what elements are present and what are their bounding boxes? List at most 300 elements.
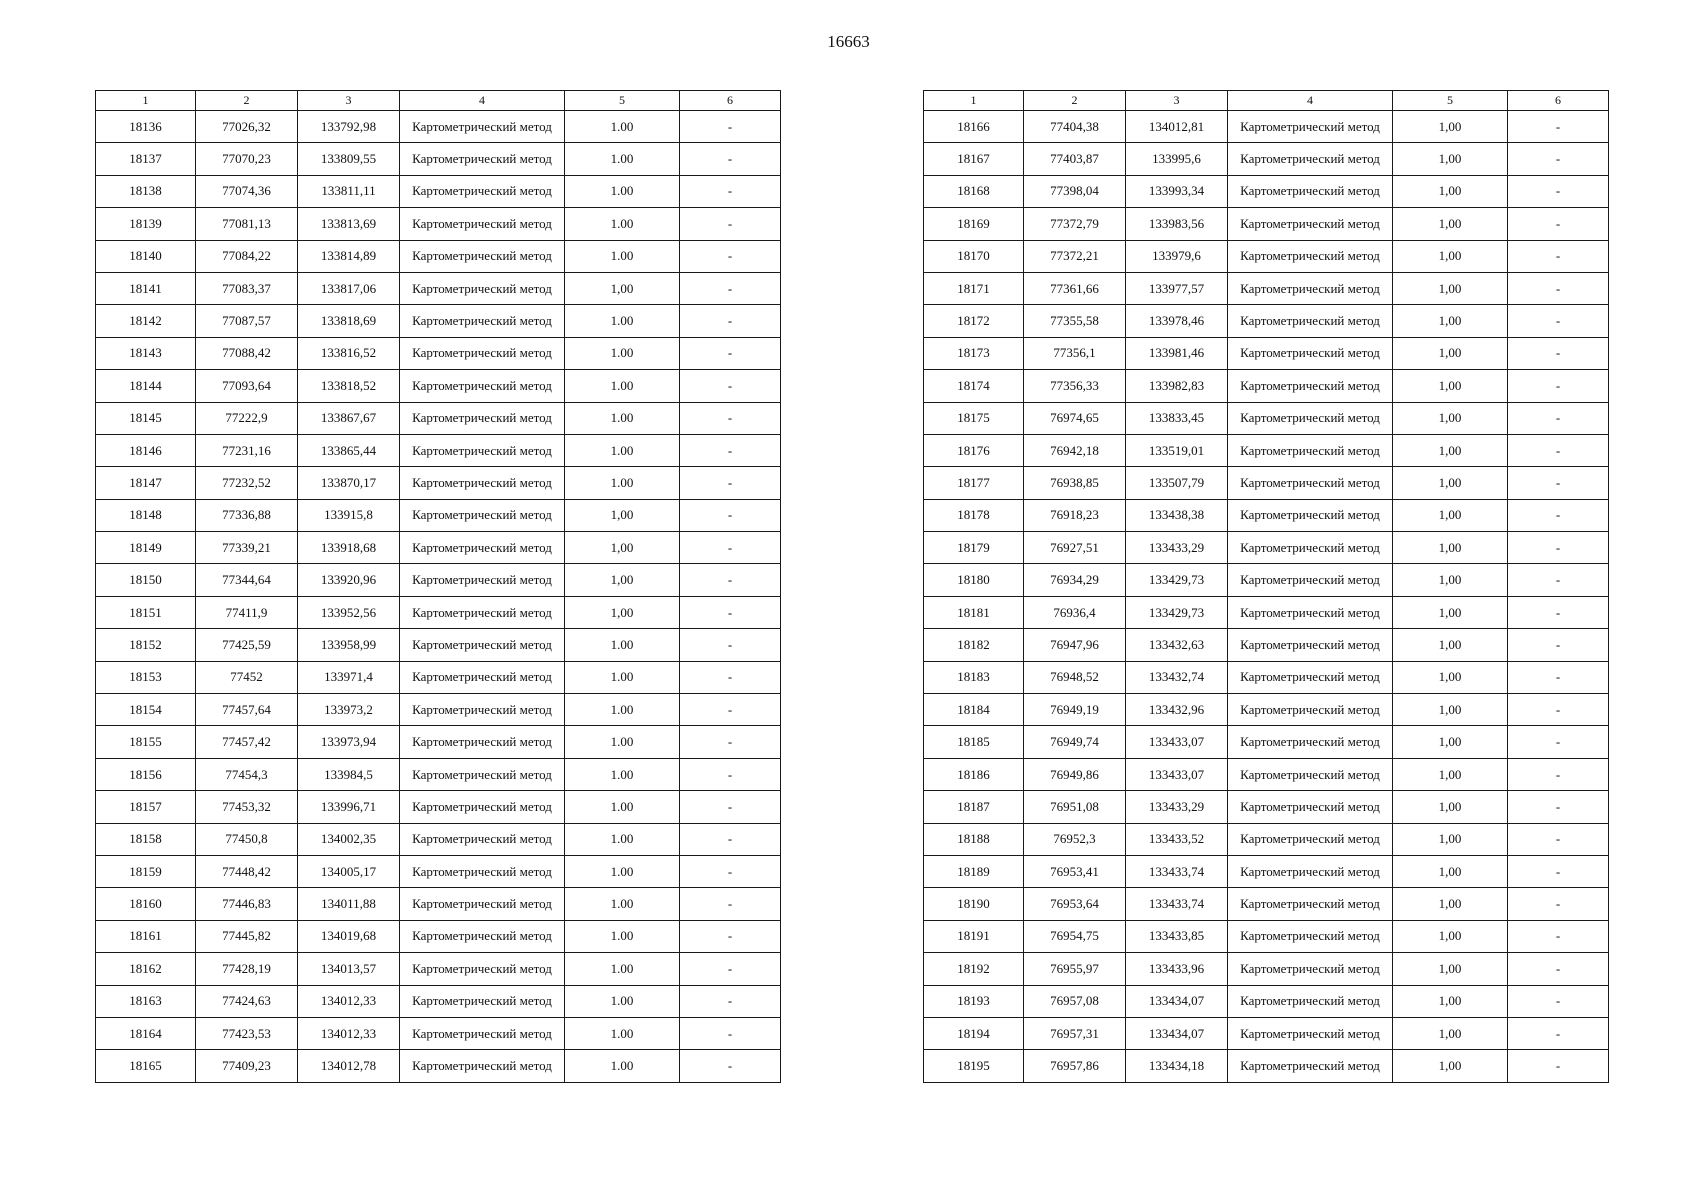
point-number-cell: 18151 (96, 596, 196, 628)
accuracy-cell: 1,00 (1393, 143, 1508, 175)
coordinate-y-cell: 133995,6 (1126, 143, 1228, 175)
note-cell: - (680, 855, 781, 887)
note-cell: - (1508, 240, 1609, 272)
coordinate-x-cell: 76949,74 (1024, 726, 1126, 758)
coordinate-x-cell: 77409,23 (196, 1050, 298, 1082)
coordinate-x-cell: 77355,58 (1024, 305, 1126, 337)
table-row (96, 240, 781, 272)
method-cell: Картометрический метод (400, 791, 565, 823)
accuracy-cell: 1,00 (1393, 1050, 1508, 1082)
coordinate-x-cell: 76942,18 (1024, 434, 1126, 466)
method-cell: Картометрический метод (400, 240, 565, 272)
point-number-cell: 18176 (924, 434, 1024, 466)
coordinate-x-cell: 76953,64 (1024, 888, 1126, 920)
point-number-cell: 18146 (96, 434, 196, 466)
point-number-cell: 18152 (96, 629, 196, 661)
method-cell: Картометрический метод (1228, 629, 1393, 661)
coordinate-y-cell: 133978,46 (1126, 305, 1228, 337)
accuracy-cell: 1,00 (1393, 953, 1508, 985)
accuracy-cell: 1.00 (565, 175, 680, 207)
coordinate-y-cell: 133433,52 (1126, 823, 1228, 855)
table-row (96, 370, 781, 402)
note-cell: - (680, 143, 781, 175)
coordinate-x-cell: 76951,08 (1024, 791, 1126, 823)
table-row (96, 1050, 781, 1082)
coordinate-y-cell: 133973,2 (298, 694, 400, 726)
table-row (924, 370, 1609, 402)
coordinate-x-cell: 77448,42 (196, 855, 298, 887)
method-cell: Картометрический метод (400, 985, 565, 1017)
table-row (924, 758, 1609, 790)
table-header-left (96, 91, 781, 111)
column-header-4: 4 (1228, 91, 1393, 111)
coordinate-x-cell: 76949,19 (1024, 694, 1126, 726)
note-cell: - (1508, 985, 1609, 1017)
method-cell: Картометрический метод (1228, 1017, 1393, 1049)
table-row (924, 920, 1609, 952)
note-cell: - (1508, 434, 1609, 466)
method-cell: Картометрический метод (1228, 596, 1393, 628)
point-number-cell: 18190 (924, 888, 1024, 920)
table-row (96, 564, 781, 596)
coordinate-y-cell: 133507,79 (1126, 467, 1228, 499)
note-cell: - (1508, 823, 1609, 855)
column-header-4: 4 (400, 91, 565, 111)
method-cell: Картометрический метод (400, 370, 565, 402)
method-cell: Картометрический метод (1228, 305, 1393, 337)
table-row (924, 402, 1609, 434)
note-cell: - (680, 208, 781, 240)
coordinate-y-cell: 133983,56 (1126, 208, 1228, 240)
note-cell: - (1508, 791, 1609, 823)
table-row (924, 240, 1609, 272)
point-number-cell: 18150 (96, 564, 196, 596)
coordinate-x-cell: 77232,52 (196, 467, 298, 499)
method-cell: Картометрический метод (400, 694, 565, 726)
method-cell: Картометрический метод (400, 596, 565, 628)
accuracy-cell: 1,00 (1393, 532, 1508, 564)
method-cell: Картометрический метод (1228, 272, 1393, 304)
note-cell: - (1508, 499, 1609, 531)
point-number-cell: 18168 (924, 175, 1024, 207)
table-row (924, 337, 1609, 369)
accuracy-cell: 1.00 (565, 208, 680, 240)
accuracy-cell: 1.00 (565, 888, 680, 920)
coordinate-y-cell: 133813,69 (298, 208, 400, 240)
method-cell: Картометрический метод (1228, 985, 1393, 1017)
note-cell: - (680, 888, 781, 920)
coordinate-y-cell: 133429,73 (1126, 596, 1228, 628)
column-header-2: 2 (196, 91, 298, 111)
coordinate-x-cell: 77445,82 (196, 920, 298, 952)
note-cell: - (1508, 402, 1609, 434)
accuracy-cell: 1,00 (1393, 985, 1508, 1017)
point-number-cell: 18163 (96, 985, 196, 1017)
coordinate-y-cell: 134019,68 (298, 920, 400, 952)
method-cell: Картометрический метод (1228, 920, 1393, 952)
table-row (96, 499, 781, 531)
note-cell: - (1508, 596, 1609, 628)
accuracy-cell: 1,00 (1393, 499, 1508, 531)
column-header-5: 5 (565, 91, 680, 111)
table-row (924, 499, 1609, 531)
note-cell: - (680, 694, 781, 726)
coordinate-y-cell: 133814,89 (298, 240, 400, 272)
note-cell: - (680, 629, 781, 661)
column-header-1: 1 (924, 91, 1024, 111)
table-row (96, 337, 781, 369)
accuracy-cell: 1,00 (1393, 629, 1508, 661)
coordinates-table-right (923, 90, 1609, 1083)
method-cell: Картометрический метод (400, 499, 565, 531)
table-row (96, 758, 781, 790)
method-cell: Картометрический метод (1228, 143, 1393, 175)
table-row (924, 305, 1609, 337)
accuracy-cell: 1,00 (565, 596, 680, 628)
coordinate-y-cell: 134012,33 (298, 985, 400, 1017)
point-number-cell: 18143 (96, 337, 196, 369)
point-number-cell: 18188 (924, 823, 1024, 855)
point-number-cell: 18157 (96, 791, 196, 823)
point-number-cell: 18142 (96, 305, 196, 337)
point-number-cell: 18178 (924, 499, 1024, 531)
accuracy-cell: 1,00 (1393, 1017, 1508, 1049)
note-cell: - (1508, 855, 1609, 887)
method-cell: Картометрический метод (1228, 111, 1393, 143)
method-cell: Картометрический метод (1228, 337, 1393, 369)
coordinate-y-cell: 133434,18 (1126, 1050, 1228, 1082)
coordinate-y-cell: 133918,68 (298, 532, 400, 564)
accuracy-cell: 1.00 (565, 467, 680, 499)
coordinate-y-cell: 134012,81 (1126, 111, 1228, 143)
coordinate-y-cell: 133818,52 (298, 370, 400, 402)
coordinate-y-cell: 134012,78 (298, 1050, 400, 1082)
coordinate-x-cell: 77453,32 (196, 791, 298, 823)
point-number-cell: 18147 (96, 467, 196, 499)
method-cell: Картометрический метод (400, 337, 565, 369)
coordinate-x-cell: 77457,42 (196, 726, 298, 758)
coordinate-x-cell: 77457,64 (196, 694, 298, 726)
column-header-3: 3 (298, 91, 400, 111)
note-cell: - (1508, 467, 1609, 499)
method-cell: Картометрический метод (1228, 888, 1393, 920)
coordinate-y-cell: 133432,96 (1126, 694, 1228, 726)
accuracy-cell: 1,00 (1393, 240, 1508, 272)
point-number-cell: 18170 (924, 240, 1024, 272)
coordinate-y-cell: 133833,45 (1126, 402, 1228, 434)
coordinate-x-cell: 77356,33 (1024, 370, 1126, 402)
note-cell: - (1508, 629, 1609, 661)
note-cell: - (680, 985, 781, 1017)
note-cell: - (680, 499, 781, 531)
coordinate-y-cell: 133973,94 (298, 726, 400, 758)
coordinate-x-cell: 77336,88 (196, 499, 298, 531)
coordinate-x-cell: 77423,53 (196, 1017, 298, 1049)
method-cell: Картометрический метод (400, 402, 565, 434)
coordinate-x-cell: 77231,16 (196, 434, 298, 466)
table-row (924, 111, 1609, 143)
table-row (96, 111, 781, 143)
accuracy-cell: 1.00 (565, 240, 680, 272)
point-number-cell: 18193 (924, 985, 1024, 1017)
coordinate-x-cell: 76938,85 (1024, 467, 1126, 499)
accuracy-cell: 1.00 (565, 758, 680, 790)
method-cell: Картометрический метод (1228, 370, 1393, 402)
accuracy-cell: 1,00 (1393, 823, 1508, 855)
coordinate-x-cell: 76927,51 (1024, 532, 1126, 564)
method-cell: Картометрический метод (1228, 532, 1393, 564)
coordinate-x-cell: 77411,9 (196, 596, 298, 628)
accuracy-cell: 1,00 (1393, 920, 1508, 952)
table-row (96, 532, 781, 564)
point-number-cell: 18165 (96, 1050, 196, 1082)
coordinate-x-cell: 77404,38 (1024, 111, 1126, 143)
method-cell: Картометрический метод (1228, 499, 1393, 531)
coordinate-y-cell: 134005,17 (298, 855, 400, 887)
note-cell: - (680, 370, 781, 402)
point-number-cell: 18149 (96, 532, 196, 564)
table-row (924, 143, 1609, 175)
coordinate-y-cell: 134011,88 (298, 888, 400, 920)
coordinate-x-cell: 77452 (196, 661, 298, 693)
accuracy-cell: 1,00 (1393, 434, 1508, 466)
accuracy-cell: 1,00 (1393, 888, 1508, 920)
table-row (924, 1050, 1609, 1082)
method-cell: Картометрический метод (1228, 402, 1393, 434)
table-body-left (96, 111, 781, 1083)
table-row (924, 434, 1609, 466)
coordinate-x-cell: 77026,32 (196, 111, 298, 143)
table-row (96, 467, 781, 499)
coordinate-y-cell: 133433,07 (1126, 726, 1228, 758)
point-number-cell: 18141 (96, 272, 196, 304)
coordinate-x-cell: 76957,86 (1024, 1050, 1126, 1082)
coordinate-x-cell: 76936,4 (1024, 596, 1126, 628)
point-number-cell: 18192 (924, 953, 1024, 985)
note-cell: - (680, 726, 781, 758)
method-cell: Картометрический метод (400, 1017, 565, 1049)
coordinate-y-cell: 133792,98 (298, 111, 400, 143)
point-number-cell: 18194 (924, 1017, 1024, 1049)
accuracy-cell: 1,00 (1393, 855, 1508, 887)
coordinate-y-cell: 134002,35 (298, 823, 400, 855)
point-number-cell: 18156 (96, 758, 196, 790)
note-cell: - (1508, 208, 1609, 240)
method-cell: Картометрический метод (400, 208, 565, 240)
accuracy-cell: 1.00 (565, 823, 680, 855)
coordinate-x-cell: 77428,19 (196, 953, 298, 985)
point-number-cell: 18189 (924, 855, 1024, 887)
point-number-cell: 18153 (96, 661, 196, 693)
note-cell: - (680, 953, 781, 985)
coordinate-x-cell: 77081,13 (196, 208, 298, 240)
point-number-cell: 18180 (924, 564, 1024, 596)
accuracy-cell: 1.00 (565, 111, 680, 143)
method-cell: Картометрический метод (400, 953, 565, 985)
point-number-cell: 18169 (924, 208, 1024, 240)
point-number-cell: 18136 (96, 111, 196, 143)
point-number-cell: 18172 (924, 305, 1024, 337)
accuracy-cell: 1,00 (1393, 467, 1508, 499)
note-cell: - (1508, 305, 1609, 337)
coordinate-x-cell: 77083,37 (196, 272, 298, 304)
note-cell: - (1508, 888, 1609, 920)
column-header-3: 3 (1126, 91, 1228, 111)
accuracy-cell: 1.00 (565, 1050, 680, 1082)
point-number-cell: 18167 (924, 143, 1024, 175)
table-row (96, 1017, 781, 1049)
note-cell: - (680, 434, 781, 466)
coordinate-y-cell: 133981,46 (1126, 337, 1228, 369)
accuracy-cell: 1,00 (1393, 726, 1508, 758)
coordinate-x-cell: 77093,64 (196, 370, 298, 402)
accuracy-cell: 1.00 (565, 629, 680, 661)
table-row (96, 272, 781, 304)
table-row (96, 661, 781, 693)
coordinate-y-cell: 133433,96 (1126, 953, 1228, 985)
coordinate-x-cell: 77424,63 (196, 985, 298, 1017)
point-number-cell: 18181 (924, 596, 1024, 628)
accuracy-cell: 1,00 (1393, 111, 1508, 143)
coordinate-y-cell: 133993,34 (1126, 175, 1228, 207)
note-cell: - (680, 564, 781, 596)
point-number-cell: 18184 (924, 694, 1024, 726)
accuracy-cell: 1,00 (1393, 208, 1508, 240)
method-cell: Картометрический метод (400, 823, 565, 855)
point-number-cell: 18175 (924, 402, 1024, 434)
page-number: 16663 (827, 32, 870, 51)
coordinate-y-cell: 133920,96 (298, 564, 400, 596)
point-number-cell: 18177 (924, 467, 1024, 499)
note-cell: - (680, 1050, 781, 1082)
method-cell: Картометрический метод (400, 629, 565, 661)
coordinate-y-cell: 133811,11 (298, 175, 400, 207)
coordinate-y-cell: 133434,07 (1126, 1017, 1228, 1049)
table-row (924, 175, 1609, 207)
note-cell: - (1508, 1050, 1609, 1082)
note-cell: - (1508, 143, 1609, 175)
accuracy-cell: 1,00 (1393, 791, 1508, 823)
point-number-cell: 18158 (96, 823, 196, 855)
note-cell: - (1508, 175, 1609, 207)
note-cell: - (1508, 726, 1609, 758)
column-header-6: 6 (680, 91, 781, 111)
header-row (924, 91, 1609, 111)
note-cell: - (680, 791, 781, 823)
table-row (924, 596, 1609, 628)
coordinate-x-cell: 76952,3 (1024, 823, 1126, 855)
coordinate-y-cell: 133433,85 (1126, 920, 1228, 952)
coordinate-y-cell: 133870,17 (298, 467, 400, 499)
note-cell: - (1508, 337, 1609, 369)
table-row (96, 888, 781, 920)
coordinate-x-cell: 76957,08 (1024, 985, 1126, 1017)
table-row (924, 1017, 1609, 1049)
coordinate-x-cell: 77070,23 (196, 143, 298, 175)
accuracy-cell: 1.00 (565, 694, 680, 726)
table-row (924, 985, 1609, 1017)
header-row (96, 91, 781, 111)
accuracy-cell: 1,00 (1393, 661, 1508, 693)
method-cell: Картометрический метод (1228, 791, 1393, 823)
coordinate-x-cell: 77084,22 (196, 240, 298, 272)
accuracy-cell: 1,00 (1393, 370, 1508, 402)
table-row (924, 888, 1609, 920)
method-cell: Картометрический метод (1228, 726, 1393, 758)
note-cell: - (1508, 661, 1609, 693)
note-cell: - (680, 1017, 781, 1049)
coordinate-x-cell: 77454,3 (196, 758, 298, 790)
coordinate-y-cell: 133434,07 (1126, 985, 1228, 1017)
point-number-cell: 18164 (96, 1017, 196, 1049)
point-number-cell: 18161 (96, 920, 196, 952)
column-header-2: 2 (1024, 91, 1126, 111)
coordinate-y-cell: 133984,5 (298, 758, 400, 790)
accuracy-cell: 1.00 (565, 791, 680, 823)
coordinate-x-cell: 77372,21 (1024, 240, 1126, 272)
accuracy-cell: 1.00 (565, 920, 680, 952)
coordinates-table-left (95, 90, 781, 1083)
point-number-cell: 18160 (96, 888, 196, 920)
column-header-1: 1 (96, 91, 196, 111)
coordinate-x-cell: 76947,96 (1024, 629, 1126, 661)
method-cell: Картометрический метод (1228, 758, 1393, 790)
coordinate-y-cell: 133433,29 (1126, 791, 1228, 823)
coordinate-x-cell: 77087,57 (196, 305, 298, 337)
method-cell: Картометрический метод (400, 758, 565, 790)
method-cell: Картометрический метод (400, 726, 565, 758)
coordinate-y-cell: 133809,55 (298, 143, 400, 175)
coordinate-x-cell: 77339,21 (196, 532, 298, 564)
accuracy-cell: 1,00 (1393, 564, 1508, 596)
coordinate-y-cell: 133438,38 (1126, 499, 1228, 531)
method-cell: Картометрический метод (1228, 1050, 1393, 1082)
method-cell: Картометрический метод (1228, 240, 1393, 272)
coordinate-x-cell: 76948,52 (1024, 661, 1126, 693)
coordinate-x-cell: 76918,23 (1024, 499, 1126, 531)
method-cell: Картометрический метод (400, 532, 565, 564)
coordinate-x-cell: 77344,64 (196, 564, 298, 596)
coordinate-x-cell: 76974,65 (1024, 402, 1126, 434)
point-number-cell: 18144 (96, 370, 196, 402)
table-row (96, 985, 781, 1017)
accuracy-cell: 1,00 (1393, 337, 1508, 369)
accuracy-cell: 1.00 (565, 305, 680, 337)
table-row (96, 855, 781, 887)
note-cell: - (680, 467, 781, 499)
coordinate-y-cell: 133977,57 (1126, 272, 1228, 304)
point-number-cell: 18191 (924, 920, 1024, 952)
column-header-5: 5 (1393, 91, 1508, 111)
table-row (96, 143, 781, 175)
accuracy-cell: 1,00 (565, 272, 680, 304)
table-row (96, 596, 781, 628)
note-cell: - (1508, 758, 1609, 790)
coordinate-y-cell: 133817,06 (298, 272, 400, 304)
method-cell: Картометрический метод (1228, 564, 1393, 596)
method-cell: Картометрический метод (400, 1050, 565, 1082)
coordinate-x-cell: 76949,86 (1024, 758, 1126, 790)
method-cell: Картометрический метод (400, 467, 565, 499)
accuracy-cell: 1.00 (565, 726, 680, 758)
coordinate-x-cell: 77222,9 (196, 402, 298, 434)
table-body-right (924, 111, 1609, 1083)
table-row (924, 694, 1609, 726)
coordinate-x-cell: 77074,36 (196, 175, 298, 207)
method-cell: Картометрический метод (1228, 661, 1393, 693)
table-row (96, 953, 781, 985)
accuracy-cell: 1,00 (565, 564, 680, 596)
